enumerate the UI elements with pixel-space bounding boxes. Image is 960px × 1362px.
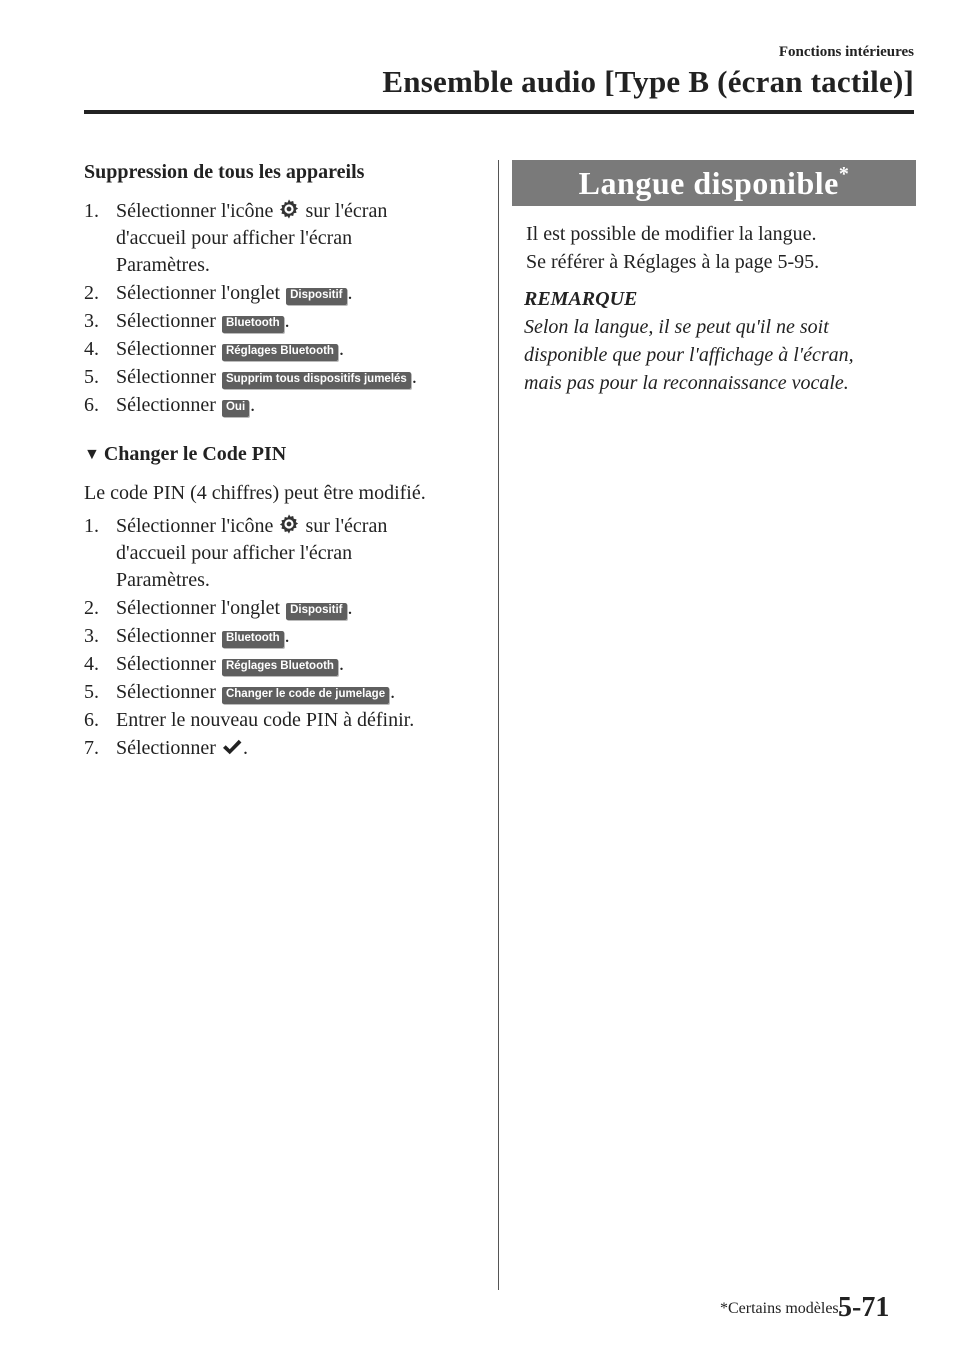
dispositif-tab-button: Dispositif xyxy=(286,603,346,620)
note-line: mais pas pour la reconnaissance vocale. xyxy=(524,372,849,394)
step: 2. Sélectionner l'onglet Dispositif . xyxy=(84,282,353,304)
section-banner: Langue disponible* xyxy=(512,160,916,206)
section-title-change-pin: ▼ Changer le Code PIN xyxy=(84,441,484,468)
page-number: 5-71 xyxy=(838,1292,890,1323)
delete-all-paired-button: Supprim tous dispositifs jumelés xyxy=(222,372,411,389)
step: 5. Sélectionner Supprim tous dispositifs jumelés . xyxy=(84,366,417,388)
note-title: REMARQUE xyxy=(524,288,638,310)
gear-icon xyxy=(278,198,300,220)
bluetooth-settings-button: Réglages Bluetooth xyxy=(222,659,338,676)
dispositif-tab-button: Dispositif xyxy=(286,288,346,305)
header-title: Ensemble audio [Type B (écran tactile)] xyxy=(382,64,914,99)
note-line: disponible que pour l'affichage à l'écran, xyxy=(524,344,854,366)
pin-intro: Le code PIN (4 chiffres) peut être modifié. xyxy=(84,482,426,504)
step: 5. Sélectionner Changer le code de jumelage . xyxy=(84,681,396,703)
step: 7. Sélectionner . xyxy=(84,737,248,759)
bluetooth-settings-button: Réglages Bluetooth xyxy=(222,344,338,361)
bluetooth-button: Bluetooth xyxy=(222,316,284,333)
checkmark-icon xyxy=(221,738,243,756)
step: 6. Sélectionner Oui . xyxy=(84,394,256,416)
language-line-2: Se référer à Réglages à la page 5-95. xyxy=(526,251,820,273)
section-title-delete-all: Suppression de tous les appareils xyxy=(84,161,365,183)
step: 6. Entrer le nouveau code PIN à définir. xyxy=(84,709,415,731)
yes-button: Oui xyxy=(222,400,249,417)
steps-delete-all xyxy=(84,198,484,419)
triangle-down-icon: ▼ xyxy=(84,446,100,463)
header-subtitle: Fonctions intérieures xyxy=(778,44,914,60)
right-column xyxy=(512,160,916,397)
change-pairing-code-button: Changer le code de jumelage xyxy=(222,687,389,704)
step: 1. Sélectionner l'icône sur l'écran d'accueil pour afficher l'écran Paramètres. xyxy=(84,515,388,591)
steps-change-pin xyxy=(84,513,484,762)
step: 4. Sélectionner Réglages Bluetooth . xyxy=(84,653,344,675)
column-divider xyxy=(498,160,499,1290)
header-rule xyxy=(84,110,914,114)
footnote: *Certains modèles. xyxy=(720,1300,843,1317)
step: 4. Sélectionner Réglages Bluetooth . xyxy=(84,338,344,360)
bluetooth-button: Bluetooth xyxy=(222,631,284,648)
step: 1. Sélectionner l'icône sur l'écran d'accueil pour afficher l'écran Paramètres. xyxy=(84,200,388,276)
language-line-1: Il est possible de modifier la langue. xyxy=(526,223,817,245)
step: 2. Sélectionner l'onglet Dispositif . xyxy=(84,597,353,619)
gear-icon xyxy=(278,513,300,535)
left-column xyxy=(84,158,484,763)
note-line: Selon la langue, il se peut qu'il ne soit xyxy=(524,316,829,338)
step: 3. Sélectionner Bluetooth . xyxy=(84,625,290,647)
step: 3. Sélectionner Bluetooth . xyxy=(84,310,290,332)
